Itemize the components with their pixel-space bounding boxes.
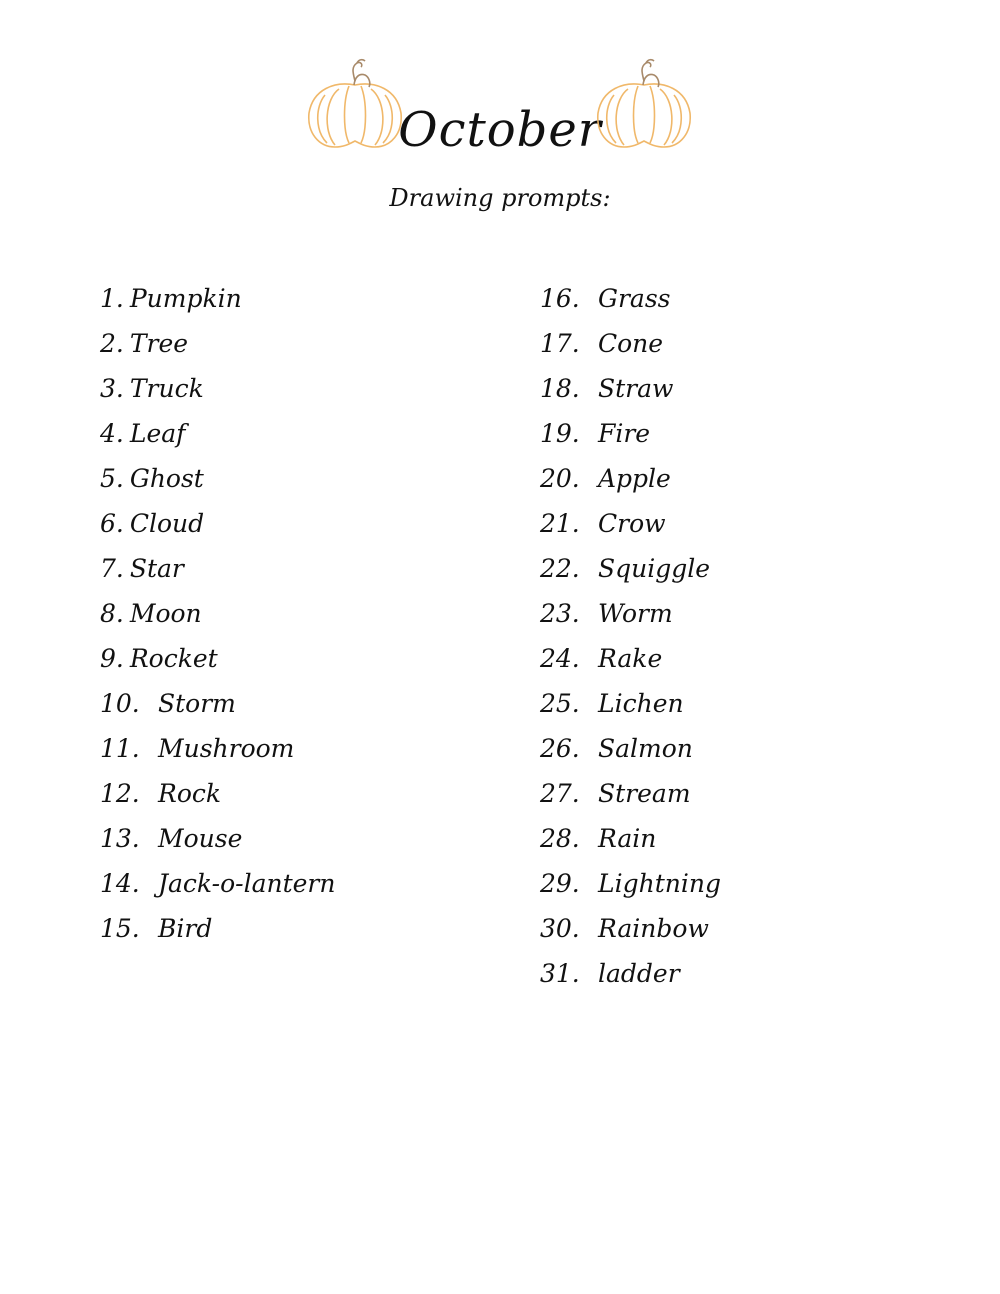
prompt-number: 15. <box>100 914 140 943</box>
prompt-label: Pumpkin <box>129 284 242 313</box>
prompt-label: ladder <box>598 959 680 988</box>
prompt-label: Moon <box>129 599 202 628</box>
prompt-label: Truck <box>129 374 204 403</box>
prompt-label: Stream <box>598 779 691 808</box>
prompt-label: Tree <box>129 329 189 358</box>
prompt-item <box>100 816 500 861</box>
prompt-number: 1. <box>100 284 124 313</box>
prompt-label: Rake <box>598 644 663 673</box>
prompt-label: Rain <box>598 824 657 853</box>
prompt-item <box>100 546 500 591</box>
prompt-number: 2. <box>100 329 124 358</box>
prompt-number: 3. <box>100 374 124 403</box>
prompt-list-left <box>100 276 500 951</box>
prompt-number: 27. <box>540 779 580 808</box>
prompt-number: 11. <box>100 734 140 763</box>
prompt-item <box>540 771 940 816</box>
prompt-number: 4. <box>100 419 124 448</box>
prompt-item <box>100 321 500 366</box>
prompt-label: Grass <box>598 284 671 313</box>
prompt-number: 20. <box>540 464 580 493</box>
prompt-number: 29. <box>540 869 580 898</box>
prompt-number: 17. <box>540 329 580 358</box>
prompt-label: Star <box>129 554 184 583</box>
prompt-label: Fire <box>598 419 651 448</box>
prompt-label: Salmon <box>598 734 693 763</box>
prompt-number: 26. <box>540 734 580 763</box>
prompt-item <box>540 456 940 501</box>
prompt-label: Jack-o-lantern <box>158 869 336 898</box>
prompt-number: 25. <box>540 689 580 718</box>
prompt-label: Crow <box>598 509 666 538</box>
prompt-number: 19. <box>540 419 580 448</box>
prompt-number: 24. <box>540 644 580 673</box>
prompt-item <box>540 591 940 636</box>
prompt-label: Cone <box>598 329 664 358</box>
prompt-item <box>540 816 940 861</box>
prompt-label: Lightning <box>598 869 721 898</box>
prompt-item <box>540 906 940 951</box>
prompt-label: Rocket <box>129 644 218 673</box>
prompt-item <box>100 906 500 951</box>
prompt-item <box>100 636 500 681</box>
prompt-item <box>100 276 500 321</box>
prompt-item <box>540 681 940 726</box>
prompt-number: 6. <box>100 509 124 538</box>
prompt-item <box>540 861 940 906</box>
prompt-item <box>100 861 500 906</box>
prompt-number: 12. <box>100 779 140 808</box>
prompt-number: 18. <box>540 374 580 403</box>
prompt-number: 5. <box>100 464 124 493</box>
prompt-number: 7. <box>100 554 124 583</box>
prompt-number: 28. <box>540 824 580 853</box>
prompt-item <box>100 411 500 456</box>
prompt-number: 31. <box>540 959 580 988</box>
prompt-item <box>540 636 940 681</box>
prompt-item <box>100 771 500 816</box>
page-subtitle: Drawing prompts: <box>389 184 611 212</box>
prompt-item <box>100 681 500 726</box>
prompt-number: 22. <box>540 554 580 583</box>
prompt-list-right <box>540 276 940 996</box>
prompt-item <box>540 321 940 366</box>
page-title: October <box>398 102 602 158</box>
prompt-label: Mouse <box>158 824 243 853</box>
prompt-item <box>540 501 940 546</box>
prompt-item <box>100 501 500 546</box>
prompt-label: Worm <box>598 599 673 628</box>
prompt-label: Cloud <box>129 509 205 538</box>
prompt-label: Rock <box>158 779 222 808</box>
prompt-item <box>100 591 500 636</box>
prompt-item <box>540 546 940 591</box>
prompt-number: 23. <box>540 599 580 628</box>
prompt-label: Straw <box>598 374 674 403</box>
prompt-number: 16. <box>540 284 580 313</box>
pumpkin-icon <box>594 55 694 153</box>
prompt-number: 13. <box>100 824 140 853</box>
prompt-number: 14. <box>100 869 140 898</box>
prompt-label: Storm <box>158 689 236 718</box>
prompt-item <box>540 411 940 456</box>
prompt-label: Bird <box>158 914 213 943</box>
prompt-number: 21. <box>540 509 580 538</box>
prompt-number: 8. <box>100 599 124 628</box>
prompt-number: 10. <box>100 689 140 718</box>
prompt-item <box>100 726 500 771</box>
prompt-item <box>540 276 940 321</box>
prompt-label: Lichen <box>598 689 684 718</box>
prompt-item <box>540 366 940 411</box>
prompt-label: Mushroom <box>158 734 295 763</box>
prompt-item <box>540 951 940 996</box>
prompt-label: Squiggle <box>598 554 711 583</box>
prompt-number: 9. <box>100 644 124 673</box>
prompt-label: Apple <box>598 464 671 493</box>
prompt-item <box>100 456 500 501</box>
prompt-number: 30. <box>540 914 580 943</box>
prompt-item <box>540 726 940 771</box>
prompt-label: Rainbow <box>598 914 709 943</box>
page-header <box>0 55 1000 165</box>
prompt-item <box>100 366 500 411</box>
prompt-label: Leaf <box>129 419 186 448</box>
prompt-label: Ghost <box>129 464 204 493</box>
